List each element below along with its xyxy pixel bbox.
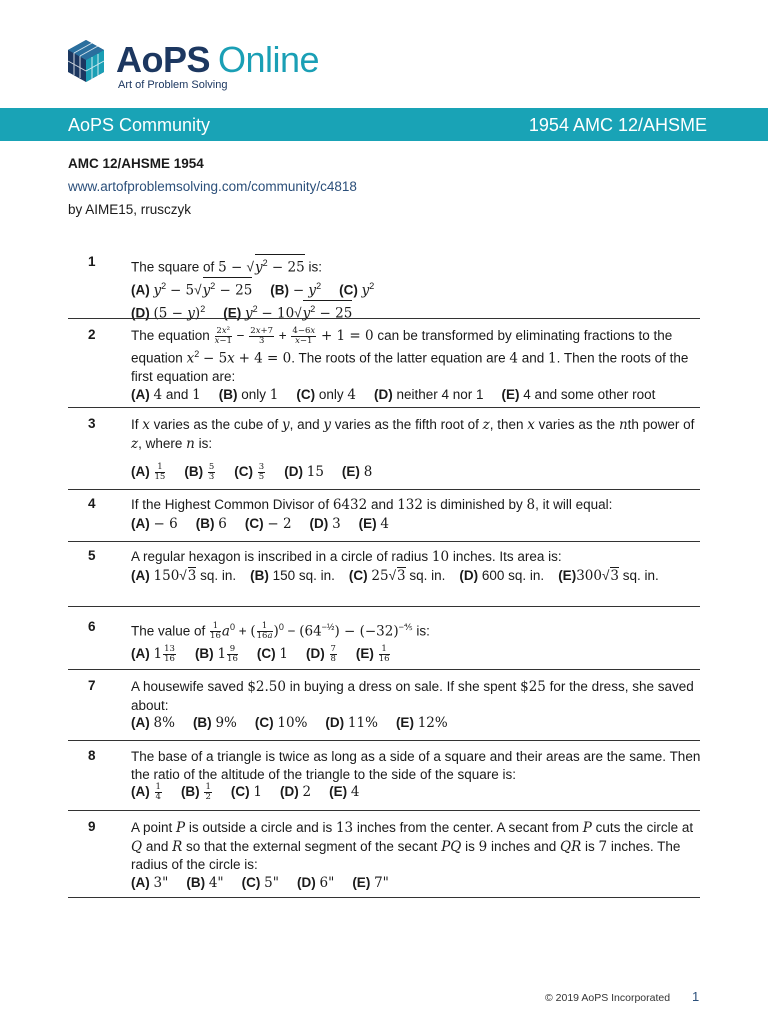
problem-text: If x varies as the cube of y, and y varies as the fifth root of z, then x varies as the nth power of z, where n is: (A) $\frac{1}{15}$ (B) $\frac{5}{3}$ (C) $\frac{3}{5}$ (D) 15 (E) 8	[131, 416, 701, 482]
brand-name-aops: AoPS	[116, 39, 211, 80]
brand-name	[116, 40, 319, 80]
authors: by AIME15, rrusczyk	[68, 202, 192, 217]
answer-choices: (A) $\frac{1}{4}$ (B) $\frac{1}{2}$ (C) 1 (D) 2 (E) 4	[131, 782, 360, 802]
answer-choices: (A) 4 and 1 (B) only 1 (C) only 4 (D) neither 4 nor 1 (E) 4 and some other root	[131, 386, 656, 403]
problem-text: The value of $\frac{1}{16}$ $a^0$ + ( $\frac{1}{16a}$ )$^0 - (64^{-\frac{1}{2}}) - (-32)^{-\frac{4}{5}}$ is: (A) 1 $\frac{13}{16}$ (B) 1 $\frac{9}{16}$ (C) 1 (D) $\frac{7}{8}$ (E) $\frac{1}{16}$	[131, 619, 701, 664]
problem-number: 5	[88, 548, 96, 563]
problem-number: 7	[88, 678, 96, 693]
problem-text: A regular hexagon is inscribed in a circle of radius 10 inches. Its area is: (A) 150√3 sq. in. (B) 150 sq. in. (C) 25√3 sq. in. (D) 600 sq. in. (E)300√3 sq. in.	[131, 548, 701, 585]
problem-text: If the Highest Common Divisor of 6432 and 132 is diminished by 8, it will equal: (A) − 6 (B) 6 (C) − 2 (D) 3 (E) 4	[131, 496, 701, 533]
problem-text: A housewife saved $2.50 in buying a dress on sale. If she spent $25 for the dress, she saved about: (A) 8% (B) 9% (C) 10% (D) 11% (E) 12%	[131, 678, 701, 733]
problem-text: A point P is outside a circle and is 13 inches from the center. A secant from P cuts the circle at Q and R so that the external segment of the secant PQ is 9 inches and QR is 7 inches. The radius of the circle is: (A) 3" (B) 4" (C) 5" (D) 6" (E) 7"	[131, 819, 701, 892]
aops-logo	[66, 36, 366, 94]
divider	[68, 541, 700, 542]
brand-name-online: Online	[218, 39, 320, 80]
problem-number: 2	[88, 327, 96, 342]
problem-text: The square of $5 - √y^2 - 25$ is: (A) $y^2 - 5√y^2 - 25$ $(B) - y^2$ (C) $y^2$ (D) $(5 - y)^2$ (E) $y^2 - 10√y^2 - 25$	[131, 254, 701, 323]
problem-number: 6	[88, 619, 96, 634]
divider	[68, 606, 700, 607]
community-label[interactable]: AoPS Community	[68, 115, 211, 135]
contest-title: 1954 AMC 12/AHSME	[528, 115, 707, 135]
answer-choices: (A) 1 $\frac{13}{16}$ (B) 1 $\frac{9}{16}$ (C) 1 (D) $\frac{7}{8}$ (E) $\frac{1}{16}$	[131, 644, 390, 665]
answer-choices: (A) $y^2 - 5√y^2 - 25$ $(B) - y^2$ (C) $y^2$	[131, 277, 701, 300]
problem-text: The base of a triangle is twice as long as a side of a square and their areas are the same. Then the ratio of the altitude of the triangle to the side of the square is: (A) $\frac{1}{4}$ (B) $\frac{1}{2}$ (C) 1 (D) 2 (E) 4	[131, 749, 701, 802]
problem-number: 1	[88, 254, 96, 269]
problem-number: 9	[88, 819, 96, 834]
divider	[68, 489, 700, 490]
divider	[68, 407, 700, 408]
answer-choices: (D) $(5 - y)^2$ (E) $y^2 - 10√y^2 - 25$	[131, 300, 701, 323]
aops-cube-icon	[66, 38, 106, 84]
community-link[interactable]: www.artofproblemsolving.com/community/c4818	[68, 179, 357, 194]
divider	[68, 740, 700, 741]
divider	[68, 669, 700, 670]
copyright: © 2019 AoPS Incorporated	[545, 992, 671, 1004]
answer-choices: (A) − 6 (B) 6 (C) − 2 (D) 3 (E) 4	[131, 515, 390, 532]
header-bar	[0, 108, 768, 141]
answer-choices: (A) 150√3 sq. in. (B) 150 sq. in. (C) 25√3 sq. in. (D) 600 sq. in. (E)300√3 sq. in.	[131, 567, 659, 584]
problem-number: 4	[88, 496, 96, 511]
divider	[68, 810, 700, 811]
answer-choices: (A) 8% (B) 9% (C) 10% (D) 11% (E) 12%	[131, 715, 448, 731]
problem-number: 8	[88, 748, 96, 763]
brand-tagline: Art of Problem Solving	[118, 79, 228, 91]
divider	[68, 897, 700, 898]
answer-choices: (A) 3" (B) 4" (C) 5" (D) 6" (E) 7"	[131, 874, 389, 891]
problem-number: 3	[88, 416, 96, 431]
answer-choices: (A) $\frac{1}{15}$ (B) $\frac{5}{3}$ (C) $\frac{3}{5}$ (D) 15 (E) 8	[131, 462, 373, 482]
divider	[68, 318, 700, 319]
page-number: 1	[692, 989, 700, 1004]
problem-text: The equation $\frac{\text{2x²}}{x-1}$ − $\frac{2x+7}{3}$ + $\frac{4-6x}{x-1}$ + 1 = 0 can be transformed by eliminating fractions to the equation $x^2 - 5x + 4 = 0$. The roots of the latter equation are 4 and 1. Then the roots of the first equation are: (A) 4 and 1 (B) only 1 (C) only 4 (D) neither 4 nor 1 (E) 4 and some other root	[131, 327, 701, 404]
document-title: AMC 12/AHSME 1954	[68, 156, 204, 171]
